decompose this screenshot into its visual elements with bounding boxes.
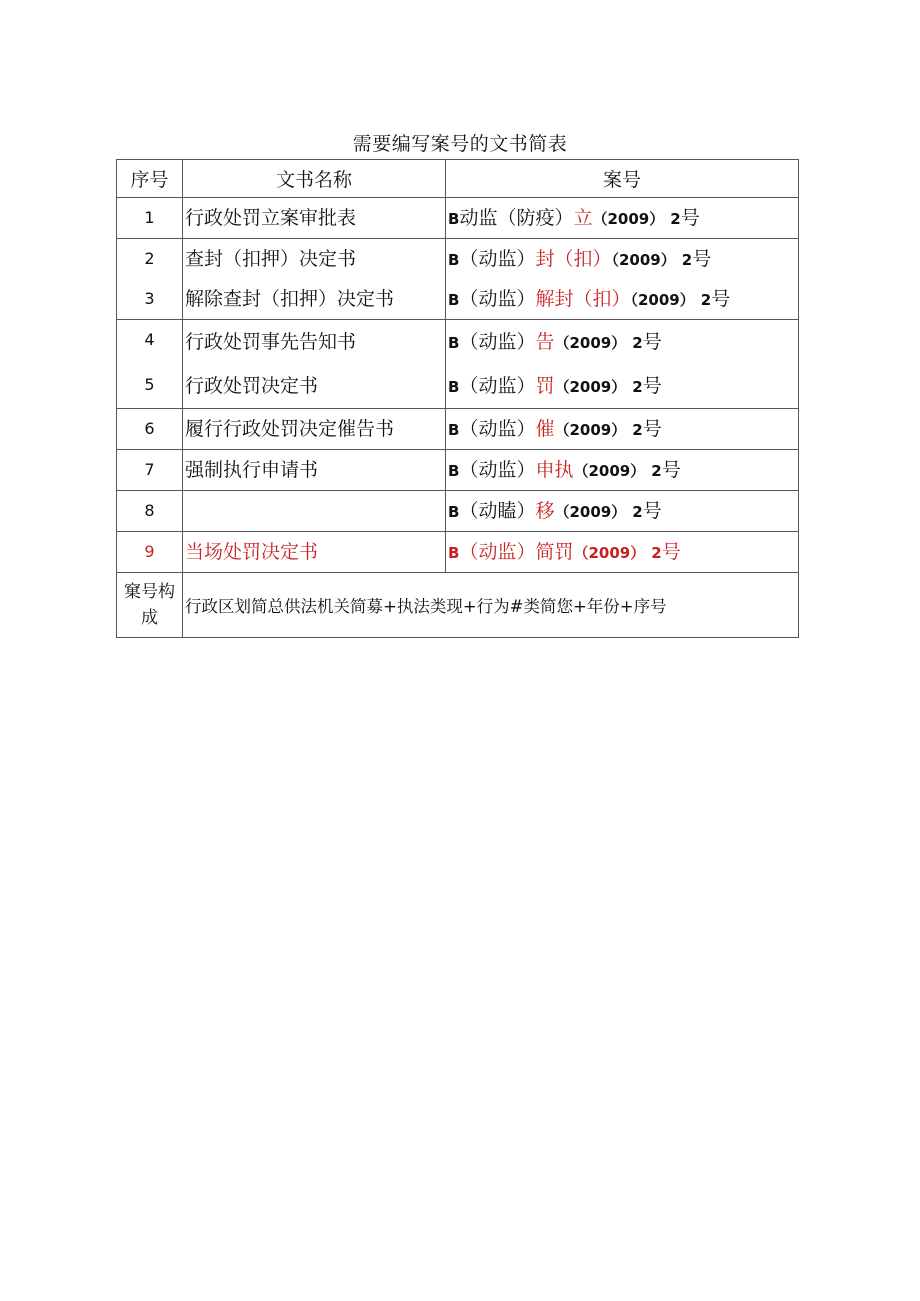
row-seq: 4 bbox=[144, 330, 155, 349]
row-seq: 1 bbox=[144, 208, 155, 227]
row-case-number: B（动瞌）移（2009） 2号 bbox=[448, 500, 662, 522]
row-case-number: B（动监）告（2009） 2号 bbox=[448, 331, 662, 353]
row-case-number: B（动监）催（2009） 2号 bbox=[448, 418, 662, 440]
row-name: 强制执行申请书 bbox=[185, 459, 319, 481]
row-case-number: B（动监）申执（2009） 2号 bbox=[448, 459, 681, 481]
row-name: 行政处罚立案审批表 bbox=[185, 207, 357, 229]
row-seq: 3 bbox=[144, 289, 155, 308]
row-name: 查封（扣押）决定书 bbox=[185, 248, 357, 270]
table-row bbox=[117, 409, 799, 450]
row-case-number: B（动监）解封（扣）（2009） 2号 bbox=[448, 288, 731, 310]
row-seq: 7 bbox=[144, 460, 155, 479]
row-name bbox=[185, 491, 445, 531]
row-seq: 9 bbox=[144, 542, 155, 561]
row-name: 解除查封（扣押）决定书 bbox=[185, 288, 395, 310]
row-seq: 8 bbox=[144, 501, 155, 520]
row-seq: 6 bbox=[144, 419, 155, 438]
row-case-number: B动监（防疫）立（2009） 2号 bbox=[448, 207, 700, 229]
row-case-number: B（动监）罚（2009） 2号 bbox=[448, 375, 662, 397]
row-case-number: B（动监）封（扣）（2009） 2号 bbox=[448, 248, 712, 270]
row-name: 履行行政处罚决定催告书 bbox=[185, 418, 395, 440]
table-footer-row bbox=[117, 573, 799, 638]
footer-label: 窠号构 bbox=[124, 582, 175, 602]
row-name: 行政处罚决定书 bbox=[185, 375, 319, 397]
row-name: 行政处罚事先告知书 bbox=[185, 331, 357, 353]
table-row bbox=[117, 491, 799, 532]
footer-text: 行政区划简总供法机关简募+执法类现+行为#类简您+年份+序号 bbox=[183, 573, 799, 638]
document-table bbox=[116, 159, 799, 638]
header-seq: 序号 bbox=[117, 160, 183, 198]
table-row bbox=[117, 450, 799, 491]
table-header-row bbox=[117, 160, 799, 198]
row-case-number: B（动监）简罚（2009） 2号 bbox=[448, 541, 681, 563]
table-row bbox=[117, 239, 799, 320]
header-case: 案号 bbox=[446, 160, 799, 198]
page-title: 需要编写案号的文书简表 bbox=[352, 133, 568, 155]
footer-label: 成 bbox=[141, 608, 158, 628]
row-seq: 5 bbox=[144, 375, 155, 394]
table-row bbox=[117, 198, 799, 239]
table-row bbox=[117, 320, 799, 409]
row-seq: 2 bbox=[144, 249, 155, 268]
table-row bbox=[117, 532, 799, 573]
header-name: 文书名称 bbox=[183, 160, 446, 198]
row-name: 当场处罚决定书 bbox=[185, 541, 319, 563]
